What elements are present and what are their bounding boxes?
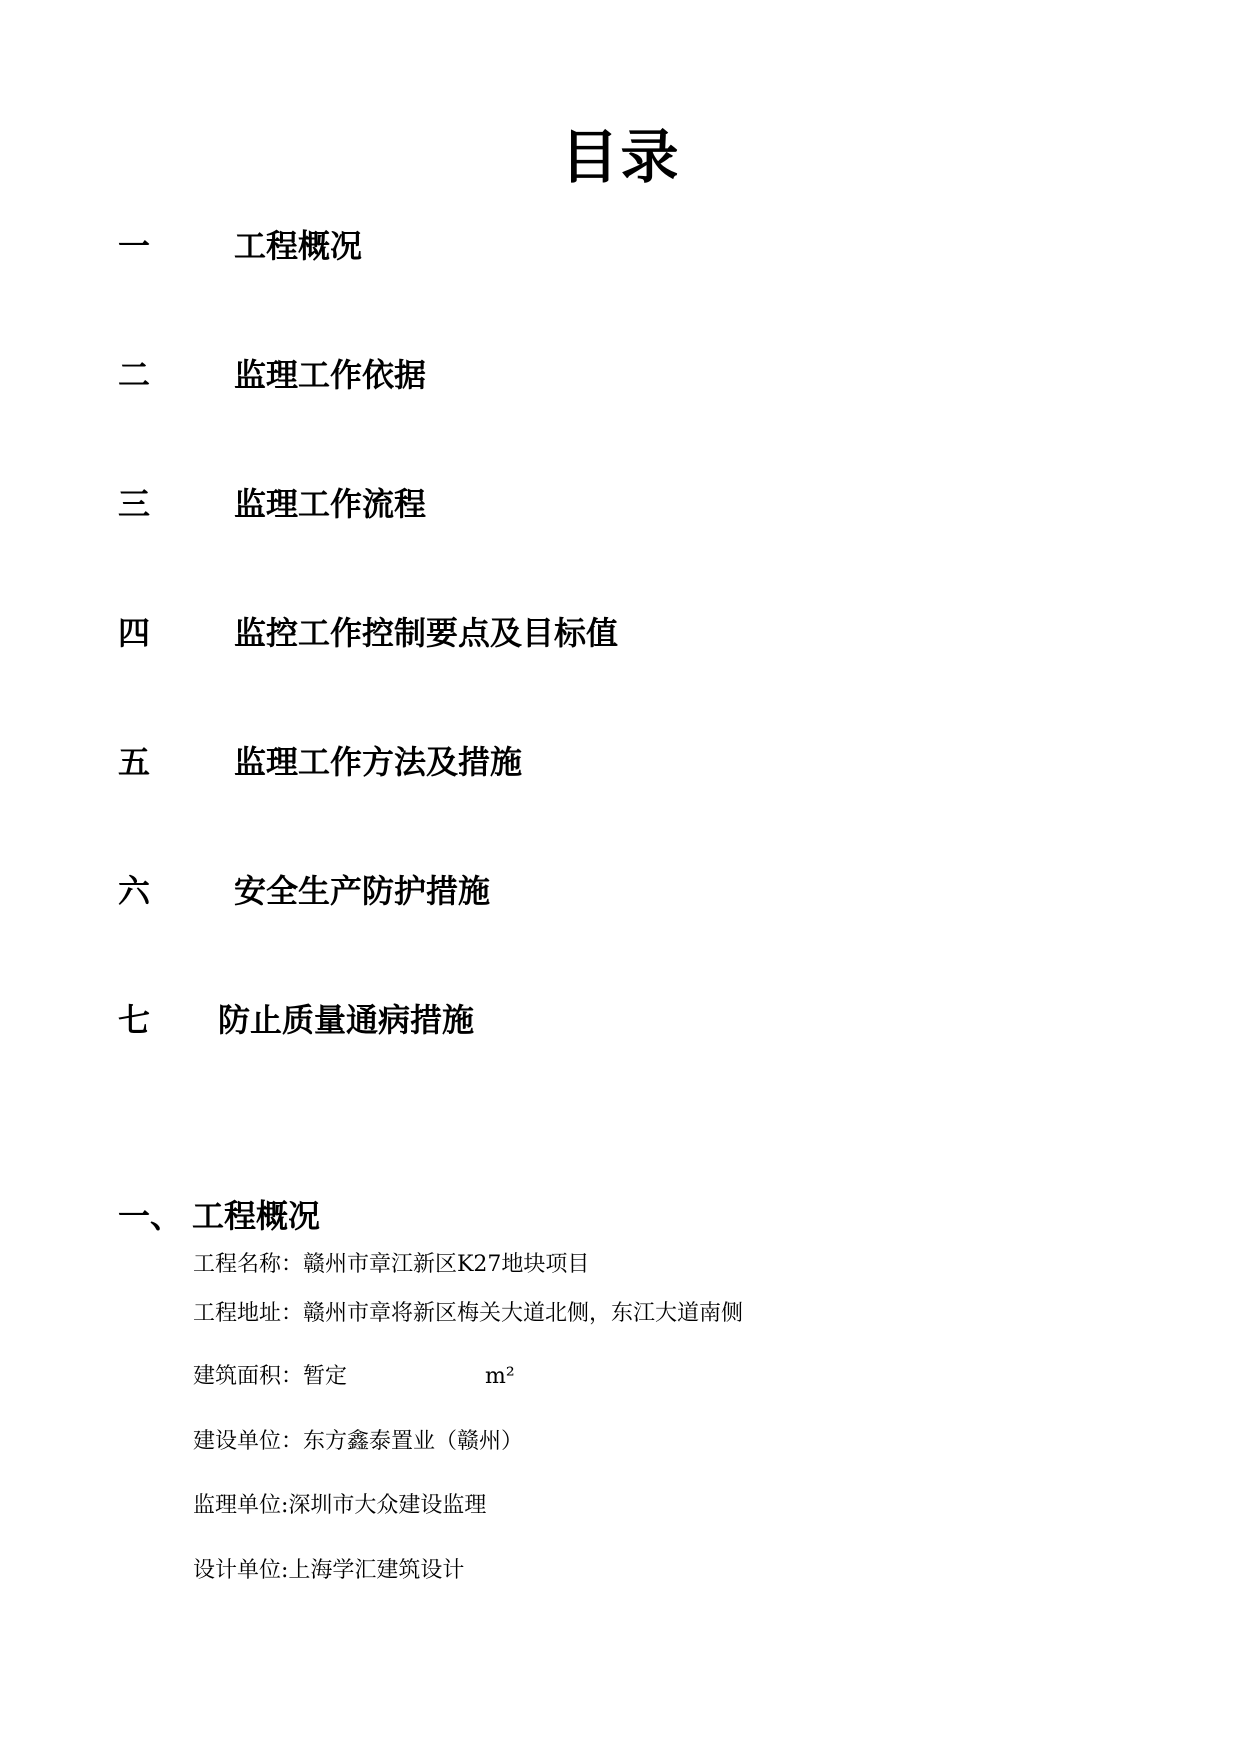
designer-line: 设计单位:上海学汇建筑设计	[193, 1558, 465, 1583]
toc-item-number: 七	[118, 1001, 151, 1039]
project-address-line: 工程地址：赣州市章将新区梅关大道北侧，东江大道南侧	[193, 1301, 744, 1326]
toc-title: 目录	[560, 123, 681, 191]
supervisor-line: 监理单位:深圳市大众建设监理	[193, 1493, 487, 1518]
toc-item-text: 监理工作依据	[234, 356, 427, 394]
section-heading	[118, 1196, 320, 1236]
section-title: 工程概况	[192, 1197, 321, 1235]
project-name-line: 工程名称：赣州市章江新区K27地块项目	[193, 1252, 590, 1277]
toc-item-text: 防止质量通病措施	[218, 1001, 475, 1039]
section-number: 一、	[118, 1197, 183, 1235]
toc-item-text: 监理工作方法及措施	[234, 743, 523, 781]
toc-item-number: 六	[118, 872, 151, 910]
building-area-label: 建筑面积：暂定	[193, 1364, 348, 1389]
toc-item-number: 二	[118, 356, 151, 394]
toc-item-text: 监理工作流程	[234, 485, 427, 523]
toc-item-text: 监控工作控制要点及目标值	[234, 614, 619, 652]
toc-item-number: 一	[118, 227, 151, 265]
area-unit: m²	[485, 1364, 515, 1389]
builder-line: 建设单位：东方鑫泰置业（赣州）	[193, 1429, 524, 1454]
toc-item-text: 安全生产防护措施	[234, 872, 491, 910]
toc-item-number: 五	[118, 743, 151, 781]
toc-item-text: 工程概况	[234, 227, 363, 265]
toc-item-number: 三	[118, 485, 151, 523]
building-area-line	[193, 1362, 515, 1392]
toc-item-number: 四	[118, 614, 151, 652]
